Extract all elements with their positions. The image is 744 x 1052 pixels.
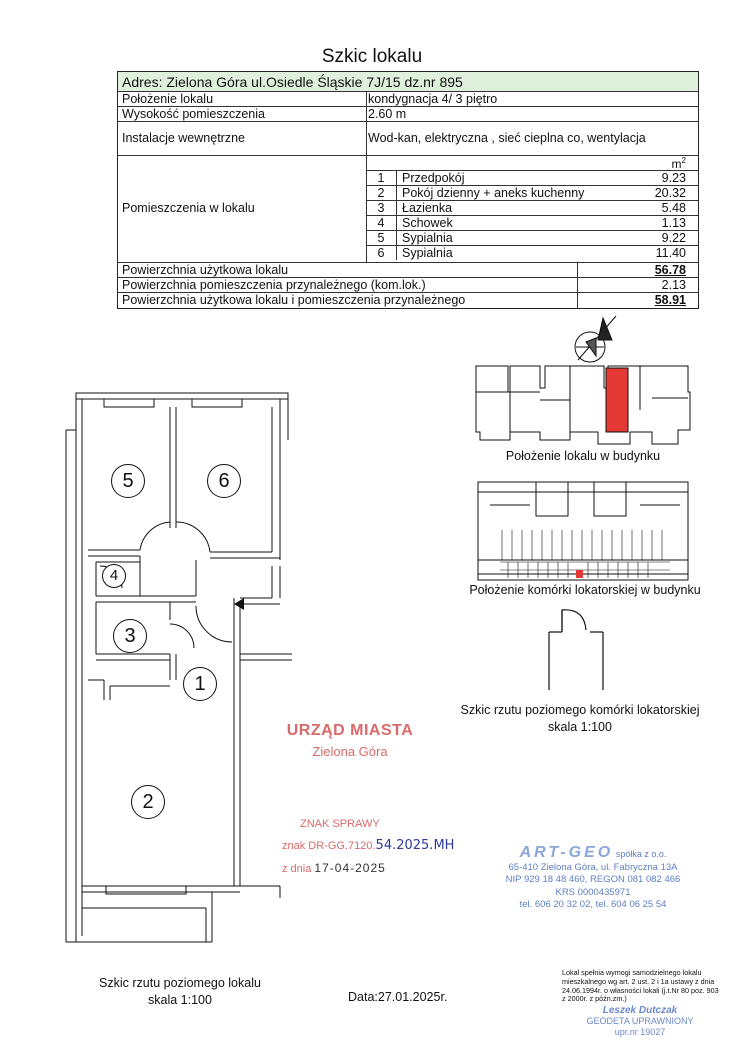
room-number-2: 2 [131, 785, 165, 819]
installations-label: Instalacje wewnętrzne [122, 131, 245, 145]
room-number-5: 5 [111, 464, 145, 498]
storage-location-diagram [478, 482, 688, 580]
address-row: Adres: Zielona Góra ul.Osiedle Śląskie 7J/15 dz.nr 895 [118, 72, 698, 92]
room-number-6: 6 [207, 464, 241, 498]
room-number-1: 1 [183, 667, 217, 701]
area-unit: $m^2$ [671, 156, 686, 171]
document-date: Data:27.01.2025r. [348, 990, 448, 1004]
building-location-diagram [476, 366, 690, 444]
case-number-stamp: ZNAK SPRAWY znak DR-GG.7120.54.2025.MH z dnia 17-04-2025 [282, 818, 455, 875]
total-storage-value: 2.13 [661, 278, 686, 292]
total-all-row: Powierzchnia użytkowa lokalu i pomieszczenia przynależnego 58.91 [118, 293, 698, 308]
room-row: 3 Łazienka 5.48 [366, 201, 698, 216]
location-value: kondygnacja 4/ 3 piętro [368, 92, 498, 106]
legal-note: Lokal spełnia wymogi samodzielnego lokalu mieszkalnego wg art. 2 ust. 2 i 1a ustawy z dnia 24.06.1994r. o własności lokali (j.t.Nr 80 poz. 903 z 2000r. z późn.zm.) [562, 968, 719, 1004]
entrance-arrow-icon [234, 598, 244, 610]
installations-value: Wod-kan, elektryczna , sieć cieplna co, wentylacja [368, 131, 646, 145]
storage-caption: Położenie komórki lokatorskiej w budynku [469, 583, 701, 597]
company-stamp: ART-GEO spółka z o.o. 65-410 Zielona Góra, ul. Fabryczna 13A NIP 929 18 48 460, REGON 081 082 466 KRS 0000435971 tel. 606 20 32 02, tel. 604 06 25 54 [505, 844, 681, 910]
city-office-stamp: URZĄD MIASTA Zielona Góra [286, 722, 414, 759]
total-usable-row: Powierzchnia użytkowa lokalu 56.78 [118, 263, 698, 278]
rooms-label: Pomieszczenia w lokalu [122, 201, 255, 215]
plan-caption: Szkic rzutu poziomego lokalu skala 1:100 [99, 976, 261, 1007]
storage-cells [500, 530, 670, 578]
room-row: 2 Pokój dzienny + aneks kuchenny 20.32 [366, 186, 698, 201]
total-usable-value: 56.78 [654, 263, 686, 277]
highlighted-storage [576, 570, 583, 578]
highlighted-unit [606, 368, 628, 432]
surveyor-stamp: Leszek Dutczak GEODETA UPRAWNIONY upr.nr 19027 [586, 1005, 694, 1037]
room-number-4: 4 [102, 564, 126, 588]
room-row: 4 Schowek 1.13 [366, 216, 698, 231]
total-storage-row: Powierzchnia pomieszczenia przynależnego (kom.lok.) 2.13 [118, 278, 698, 293]
floor-plan [66, 393, 292, 942]
room-row: 5 Sypialnia 9.22 [366, 231, 698, 246]
room-row: 1 Przedpokój 9.23 [366, 171, 698, 186]
height-value: 2.60 m [368, 107, 407, 121]
room-number-3: 3 [113, 619, 147, 653]
height-label: Wysokość pomieszczenia [122, 107, 265, 121]
storage-sketch [549, 610, 603, 690]
storage-sketch-caption: Szkic rzutu poziomego komórki lokatorskiej [460, 703, 700, 717]
total-all-value: 58.91 [654, 293, 686, 307]
location-label: Położenie lokalu [122, 92, 214, 106]
storage-sketch-scale: skala 1:100 [548, 720, 612, 734]
building-caption: Położenie lokalu w budynku [505, 449, 661, 463]
north-arrow-icon [575, 316, 616, 362]
room-row: 6 Sypialnia 11.40 [366, 246, 698, 261]
page-title: Szkic lokalu [321, 46, 423, 67]
